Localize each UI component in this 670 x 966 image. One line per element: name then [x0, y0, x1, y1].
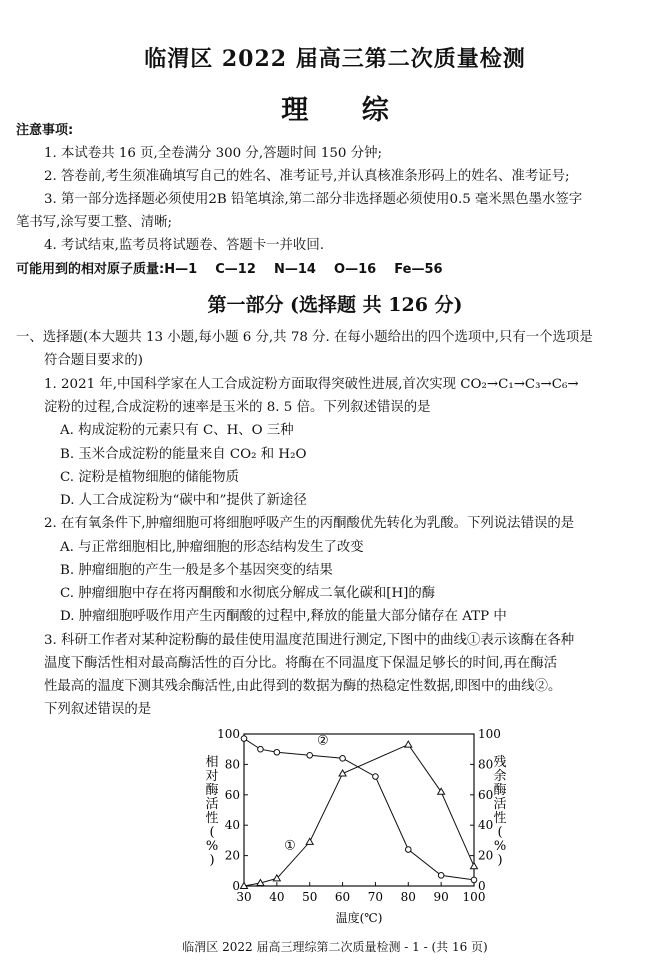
notice-item-2: 2. 答卷前,考生须准确填写自己的姓名、准考证号,并认真核准条形码上的姓名、准考证号;: [44, 169, 570, 184]
y-tick-label-right: 60: [478, 787, 494, 802]
series-line-2: [244, 739, 474, 880]
section-intro-1: 一、选择题(本大题共 13 小题,每小题 6 分,共 78 分. 在每小题给出的四个选项中,只有一个选项是: [16, 330, 593, 345]
series-1-point: [471, 863, 478, 869]
y-axis-label-left: ): [209, 853, 215, 868]
y-tick-label-right: 100: [478, 727, 501, 741]
q3-stem-2: 温度下酶活性相对最高酶活性的百分比。将酶在不同温度下保温足够长的时间,再在酶活: [44, 656, 558, 671]
atomic-mass: 可能用到的相对原子质量:H—1 C—12 N—14 O—16 Fe—56: [16, 262, 443, 277]
y-axis-label-left: 对: [205, 769, 219, 784]
series-2-point: [241, 736, 247, 742]
y-tick-label-right: 80: [478, 757, 494, 772]
x-tick-label: 50: [302, 890, 318, 904]
series-1-point: [339, 770, 346, 776]
q1-option-c: C. 淀粉是植物细胞的储能物质: [60, 470, 239, 485]
series-2-point: [405, 847, 411, 853]
q1-stem-2: 淀粉的过程,合成淀粉的速率是玉米的 8. 5 倍。下列叙述错误的是: [44, 400, 431, 415]
q1-option-d: D. 人工合成淀粉为“碳中和”提供了新途径: [60, 493, 307, 508]
series-2-point: [274, 749, 280, 755]
y-axis-label-left: (: [209, 825, 215, 840]
y-axis-label-left: 活: [205, 797, 219, 812]
q3-stem-3: 性最高的温度下测其残余酶活性,由此得到的数据为酶的热稳定性数据,即图中的曲线②。: [44, 679, 562, 694]
q1-option-a: A. 构成淀粉的元素只有 C、H、O 三种: [60, 423, 294, 438]
y-tick-label-left: 40: [224, 818, 240, 833]
series-line-1: [244, 745, 474, 886]
series-2-point: [307, 752, 313, 758]
q2-stem: 2. 在有氧条件下,肿瘤细胞可将细胞呼吸产生的丙酮酸优先转化为乳酸。下列说法错误的是: [44, 516, 575, 531]
series-2-point: [471, 877, 477, 883]
y-tick-label-left: 80: [224, 757, 240, 772]
y-axis-label-left: 性: [205, 811, 219, 826]
y-tick-label-right: 20: [478, 848, 494, 863]
y-tick-label-right: 40: [478, 818, 494, 833]
q1-option-b: B. 玉米合成淀粉的能量来自 CO₂ 和 H₂O: [60, 447, 307, 462]
x-tick-label: 100: [462, 890, 486, 904]
x-tick-label: 40: [269, 890, 285, 904]
y-axis-label-right: 酶: [493, 783, 507, 798]
series-2-point: [340, 756, 346, 762]
y-axis-label-left: 酶: [205, 783, 219, 798]
x-tick-label: 90: [433, 890, 449, 904]
exam-title: 临渭区 2022 届高三第二次质量检测: [144, 46, 526, 72]
series-2-point: [373, 774, 379, 780]
y-axis-label-left: 相: [205, 755, 219, 770]
notice-item-1: 1. 本试卷共 16 页,全卷满分 300 分,答题时间 150 分钟;: [44, 146, 383, 161]
q2-option-c: C. 肿瘤细胞中存在将丙酮酸和水彻底分解成二氧化碳和[H]的酶: [60, 586, 436, 601]
y-axis-label-right: (: [497, 825, 503, 840]
plot-frame: [244, 734, 474, 886]
section-intro-2: 符合题目要求的): [44, 353, 143, 368]
x-tick-label: 80: [400, 890, 416, 904]
section-title: 第一部分 (选择题 共 126 分): [207, 294, 463, 316]
x-tick-label: 70: [367, 890, 384, 904]
y-tick-label-left: 0: [232, 879, 240, 893]
q3-stem-4: 下列叙述错误的是: [44, 702, 152, 717]
subject-title: 理 综: [281, 95, 411, 126]
notice-heading: 注意事项:: [16, 123, 74, 138]
y-tick-label-left: 100: [217, 727, 240, 741]
page-footer: 临渭区 2022 届高三理综第二次质量检测 - 1 - (共 16 页): [182, 940, 488, 954]
q3-stem-1: 3. 科研工作者对某种淀粉酶的最佳使用温度范围进行测定,下图中的曲线①表示该酶在各种: [44, 633, 575, 648]
y-tick-label-right: 0: [478, 879, 486, 893]
y-tick-label-left: 20: [224, 848, 240, 863]
y-axis-label-right: ): [497, 853, 503, 868]
y-axis-label-right: 性: [493, 811, 507, 826]
y-tick-label-left: 60: [224, 787, 240, 802]
series-1-point: [306, 838, 313, 844]
y-axis-label-right: %: [493, 839, 507, 854]
x-tick-label: 60: [334, 890, 351, 904]
series-2-point: [258, 746, 264, 752]
notice-item-3: 3. 第一部分选择题必须使用2B 铅笔填涂,第二部分非选择题必须使用0.5 毫米黑色墨水签字: [44, 192, 583, 207]
enzyme-activity-chart: [190, 718, 520, 928]
y-axis-label-right: 余: [493, 769, 507, 784]
series-2-label: ②: [317, 733, 329, 749]
q2-option-b: B. 肿瘤细胞的产生一般是多个基因突变的结果: [60, 563, 333, 578]
x-tick-label: 30: [236, 890, 252, 904]
series-2-point: [438, 873, 444, 879]
x-axis-label: 温度(℃): [335, 911, 383, 925]
q2-option-a: A. 与正常细胞相比,肿瘤细胞的形态结构发生了改变: [60, 540, 364, 555]
q1-stem-1: 1. 2021 年,中国科学家在人工合成淀粉方面取得突破性进展,首次实现 CO₂→C₁→C₃→C₆→: [44, 377, 579, 392]
series-1-label: ①: [284, 838, 296, 854]
y-axis-label-right: 活: [493, 797, 507, 812]
series-1-point: [405, 741, 412, 747]
notice-item-4: 4. 考试结束,监考员将试题卷、答题卡一并收回.: [44, 238, 324, 253]
y-axis-label-left: %: [205, 839, 219, 854]
notice-item-3-cont: 笔书写,涂写要工整、清晰;: [16, 215, 173, 230]
y-axis-label-right: 残: [493, 755, 507, 770]
q2-option-d: D. 肿瘤细胞呼吸作用产生丙酮酸的过程中,释放的能量大部分储存在 ATP 中: [60, 609, 507, 624]
